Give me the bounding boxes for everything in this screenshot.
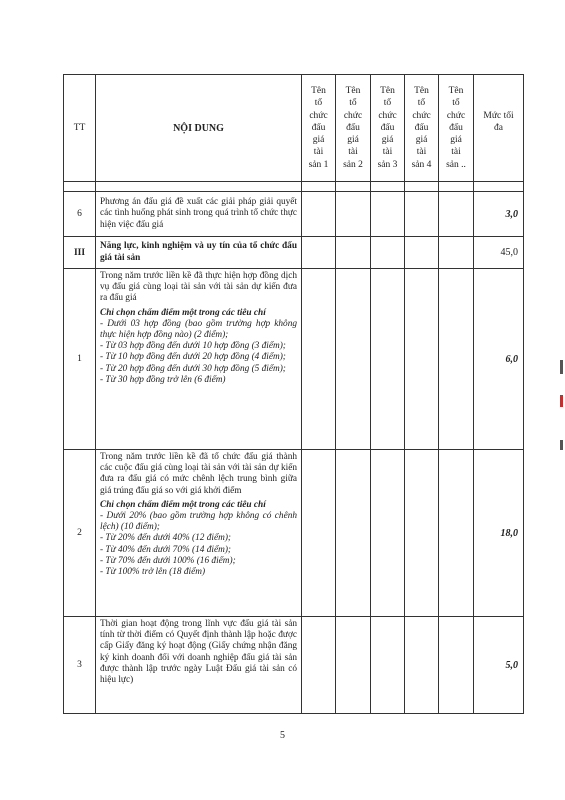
org-header-line: tổ — [349, 98, 357, 109]
page-number: 5 — [280, 730, 285, 741]
org-header-line: tài — [313, 147, 324, 158]
org-header-line: tài — [451, 147, 461, 158]
criteria-option: - Từ 30 hợp đồng trở lên (6 điểm) — [100, 374, 226, 385]
org-header-line: sản 4 — [411, 159, 432, 170]
org-header-line: Tên — [448, 86, 464, 97]
row-max-score: 3,0 — [474, 192, 524, 237]
section-max-score: 45,0 — [474, 237, 524, 269]
criteria-option: - Từ 20% đến dưới 40% (12 điểm); — [100, 533, 232, 544]
org-header-line: sản 3 — [377, 159, 398, 170]
org-header-line: tài — [382, 147, 393, 158]
org-header-line: chức — [378, 110, 397, 121]
criteria-option: - Từ 03 hợp đồng đến dưới 10 hợp đồng (3 điểm); — [100, 341, 286, 352]
scan-edge-mark — [560, 360, 563, 374]
max-score-header — [474, 75, 524, 182]
table-row — [64, 450, 524, 617]
header-row — [64, 75, 524, 182]
org-header-line: sản .. — [446, 159, 466, 170]
org-header-line: đấu — [311, 122, 326, 133]
row-text: Thời gian hoạt động trong lĩnh vực đấu giá tài sản tính từ thời điểm có Quyết định thành lập hoặc được cấp Giấy đăng ký hoạt động (Giấy chứng nhận đăng ký kinh doanh đối với doanh nghiệp đấu giá tài sản được thành lập trước ngày Luật Đấu giá tài sản có hiệu lực) — [100, 619, 297, 686]
org-header-line: chức — [446, 110, 466, 121]
criteria-option: - Từ 20 hợp đồng đến dưới 30 hợp đồng (5 điểm); — [100, 363, 286, 374]
content-header: NỘI DUNG — [96, 75, 302, 182]
org-header-line: Tên — [345, 86, 361, 97]
criteria-option: - Dưới 20% (bao gồm trường hợp không có chênh lệch) (10 điểm); — [100, 511, 297, 533]
row-number: 6 — [64, 192, 96, 237]
criteria-header: Chỉ chọn chấm điểm một trong các tiêu chí — [100, 499, 266, 510]
org-header-line: đấu — [414, 122, 429, 133]
org-header-line: giá — [450, 135, 462, 146]
org-header-line: tổ — [383, 98, 392, 109]
section-row — [64, 237, 524, 269]
criteria-option: - Từ 70% đến dưới 100% (16 điểm); — [100, 555, 236, 566]
org-header-line: đấu — [449, 122, 463, 133]
org-header-line: tổ — [417, 98, 426, 109]
org-column-header-1 — [302, 75, 336, 182]
row-number: 1 — [64, 269, 96, 450]
criteria-option: - Từ 40% đến dưới 70% (14 điểm); — [100, 544, 232, 555]
org-header-line: giá — [381, 135, 394, 146]
org-header-line: chức — [309, 110, 328, 121]
criteria-option: - Từ 10 hợp đồng đến dưới 20 hợp đồng (4 điểm); — [100, 352, 286, 363]
criteria-header: Chỉ chọn chấm điểm một trong các tiêu chí — [100, 307, 266, 318]
org-header-line: tài — [348, 147, 358, 158]
row-max-score: 6,0 — [474, 269, 524, 450]
org-header-line: giá — [347, 135, 359, 146]
row-max-score: 18,0 — [474, 450, 524, 617]
section-number: III — [64, 237, 96, 269]
org-header-line: Tên — [311, 86, 326, 97]
scan-edge-mark — [560, 395, 563, 407]
org-header-line: giá — [415, 135, 428, 146]
org-header-line: tài — [416, 147, 427, 158]
row-content — [96, 450, 302, 617]
tt-header: TT — [64, 75, 96, 182]
max-score-header-line1: Mức tối — [483, 111, 514, 121]
org-header-line: tổ — [314, 98, 323, 109]
org-header-line: đấu — [346, 122, 360, 133]
scoring-table — [63, 74, 524, 714]
row-content — [96, 192, 302, 237]
org-header-line: sản 1 — [308, 159, 329, 170]
row-number: 3 — [64, 617, 96, 714]
table-row — [64, 269, 524, 450]
org-header-line: sản 2 — [343, 159, 363, 170]
org-column-header-2 — [336, 75, 371, 182]
row-text: Trong năm trước liền kề đã tổ chức đấu giá thành các cuộc đấu giá cùng loại tài sản với tài sản dự kiến đưa ra đấu giá có mức chênh lệch trung bình giữa giá trúng đấu giá so với giá khởi điểm — [100, 452, 297, 496]
row-content — [96, 617, 302, 714]
row-number: 2 — [64, 450, 96, 617]
org-header-line: đấu — [380, 122, 395, 133]
criteria-option: - Dưới 03 hợp đồng (bao gồm trường hợp không thực hiện hợp đồng nào) (2 điểm); — [100, 318, 297, 341]
table-row — [64, 192, 524, 237]
org-column-header-5 — [439, 75, 474, 182]
row-content — [96, 269, 302, 450]
row-text: Trong năm trước liền kề đã thực hiện hợp đồng dịch vụ đấu giá cùng loại tài sản với tài sản dự kiến đưa ra đấu giá — [100, 271, 297, 304]
row-max-score: 5,0 — [474, 617, 524, 714]
org-header-line: giá — [312, 135, 325, 146]
org-header-line: Tên — [380, 86, 395, 97]
org-header-line: chức — [412, 110, 431, 121]
org-column-header-4 — [405, 75, 439, 182]
scan-edge-mark — [560, 440, 563, 450]
row-text: Phương án đấu giá đề xuất các giải pháp giải quyết các tình huống phát sinh trong quá trình tổ chức thực hiện việc đấu giá — [100, 197, 298, 230]
section-title: Năng lực, kinh nghiệm và uy tín của tổ chức đấu giá tài sản — [96, 237, 302, 269]
org-header-line: tổ — [452, 98, 460, 109]
table-row — [64, 617, 524, 714]
org-column-header-3 — [371, 75, 405, 182]
org-header-line: Tên — [414, 86, 429, 97]
criteria-option: - Từ 100% trở lên (18 điểm) — [100, 567, 206, 578]
spacer-row — [64, 182, 524, 192]
org-header-line: chức — [343, 110, 363, 121]
max-score-header-line2: đa — [494, 123, 503, 133]
